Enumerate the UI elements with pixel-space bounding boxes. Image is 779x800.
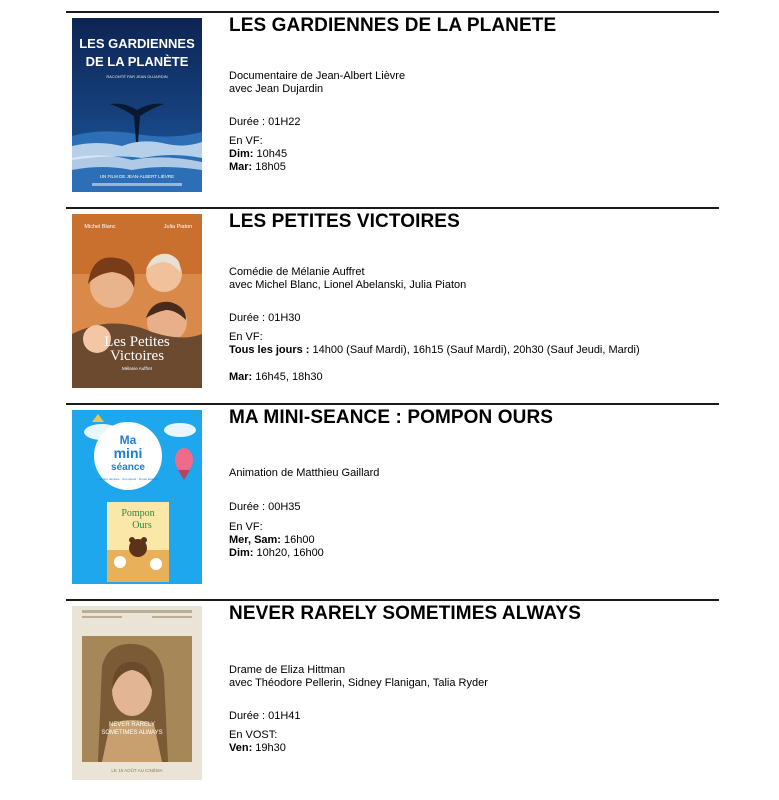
schedule-times: 19h30 <box>252 742 286 754</box>
film-card <box>66 599 719 795</box>
film-duration: Durée : 00H35 <box>229 501 301 513</box>
schedule-days: Ven: <box>229 742 253 754</box>
schedule-days: Mer, Sam: <box>229 534 281 546</box>
film-duration: Durée : 01H22 <box>229 116 301 128</box>
film-poster[interactable] <box>72 606 202 780</box>
poster-title-line1: Les Petites <box>104 334 170 350</box>
poster-film-title-line1: Pompon <box>121 508 155 519</box>
film-cast: avec Michel Blanc, Lionel Abelanski, Julia Piaton <box>229 279 467 291</box>
poster-film-title-line2: Ours <box>132 520 152 531</box>
poster-title-line2: Victoires <box>109 348 165 364</box>
film-genre-director: Drame de Eliza Hittman <box>229 664 346 676</box>
film-card <box>66 207 719 403</box>
schedule-row <box>229 534 315 547</box>
poster-badge-small: Lumière tamisée · Son ajusté · Durée adaptée <box>97 477 159 481</box>
film-card <box>66 403 719 599</box>
poster-title-line2: DE LA PLANÈTE <box>85 54 189 69</box>
schedule-days: Tous les jours : <box>229 344 310 356</box>
schedule-days: Mar: <box>229 371 253 383</box>
poster-credit: Mélanie Auffret <box>122 366 152 371</box>
film-version: En VF: <box>229 135 263 147</box>
film-duration: Durée : 01H30 <box>229 312 301 324</box>
film-title[interactable]: LES GARDIENNES DE LA PLANETE <box>229 15 557 36</box>
schedule-row <box>229 547 324 560</box>
schedule-row <box>229 344 640 357</box>
film-poster[interactable] <box>72 410 202 584</box>
film-poster[interactable] <box>72 18 202 192</box>
poster-badge-line2: mini <box>113 445 143 461</box>
poster-badge-line1: Ma <box>119 433 137 447</box>
poster-voice: RACONTÉ PAR JEAN DUJARDIN <box>106 74 168 79</box>
film-title[interactable]: MA MINI-SEANCE : POMPON OURS <box>229 407 554 428</box>
schedule-times: 14h00 (Sauf Mardi), 16h15 (Sauf Mardi), 20h30 (Sauf Jeudi, Mardi) <box>309 344 640 356</box>
poster-badge-line3: séance <box>111 462 145 473</box>
schedule-times: 16h00 <box>280 534 315 546</box>
film-poster[interactable] <box>72 214 202 388</box>
film-cast: avec Théodore Pellerin, Sidney Flanigan, Talia Ryder <box>229 677 488 689</box>
schedule-row <box>229 161 286 174</box>
film-version: En VF: <box>229 331 263 343</box>
schedule-row <box>229 371 323 384</box>
schedule-times: 10h20, 16h00 <box>253 547 324 559</box>
film-genre-director: Animation de Matthieu Gaillard <box>229 467 380 479</box>
schedule-times: 18h05 <box>252 161 286 173</box>
poster-actor1: Michel Blanc <box>84 224 116 230</box>
film-version: En VF: <box>229 521 263 533</box>
film-title[interactable]: LES PETITES VICTOIRES <box>229 211 460 232</box>
schedule-days: Mar: <box>229 161 253 173</box>
poster-actor2: Julia Piaton <box>163 224 193 230</box>
schedule-days: Dim: <box>229 148 254 160</box>
schedule-times: 10h45 <box>253 148 288 160</box>
schedule-days: Dim: <box>229 547 254 559</box>
poster-title-line2: SOMETIMES ALWAYS <box>101 730 163 736</box>
poster-image <box>72 410 202 584</box>
schedule-row <box>229 148 287 161</box>
film-genre-director: Documentaire de Jean-Albert Lièvre <box>229 70 406 82</box>
film-card <box>66 11 719 207</box>
film-duration: Durée : 01H41 <box>229 710 301 722</box>
poster-title-line1: NEVER RARELY <box>109 722 155 728</box>
film-cast: avec Jean Dujardin <box>229 83 324 95</box>
schedule-times: 16h45, 18h30 <box>252 371 323 383</box>
poster-image <box>72 606 202 780</box>
poster-title-line1: LES GARDIENNES <box>79 36 195 51</box>
poster-release: LE 19 AOÛT AU CINÉMA <box>111 768 163 773</box>
poster-credit: UN FILM DE JEAN-ALBERT LIÈVRE <box>99 174 175 179</box>
schedule-row <box>229 742 286 755</box>
film-genre-director: Comédie de Mélanie Auffret <box>229 266 365 278</box>
poster-image <box>72 18 202 192</box>
film-version: En VOST: <box>229 729 278 741</box>
film-title[interactable]: NEVER RARELY SOMETIMES ALWAYS <box>229 603 582 624</box>
poster-image <box>72 214 202 388</box>
